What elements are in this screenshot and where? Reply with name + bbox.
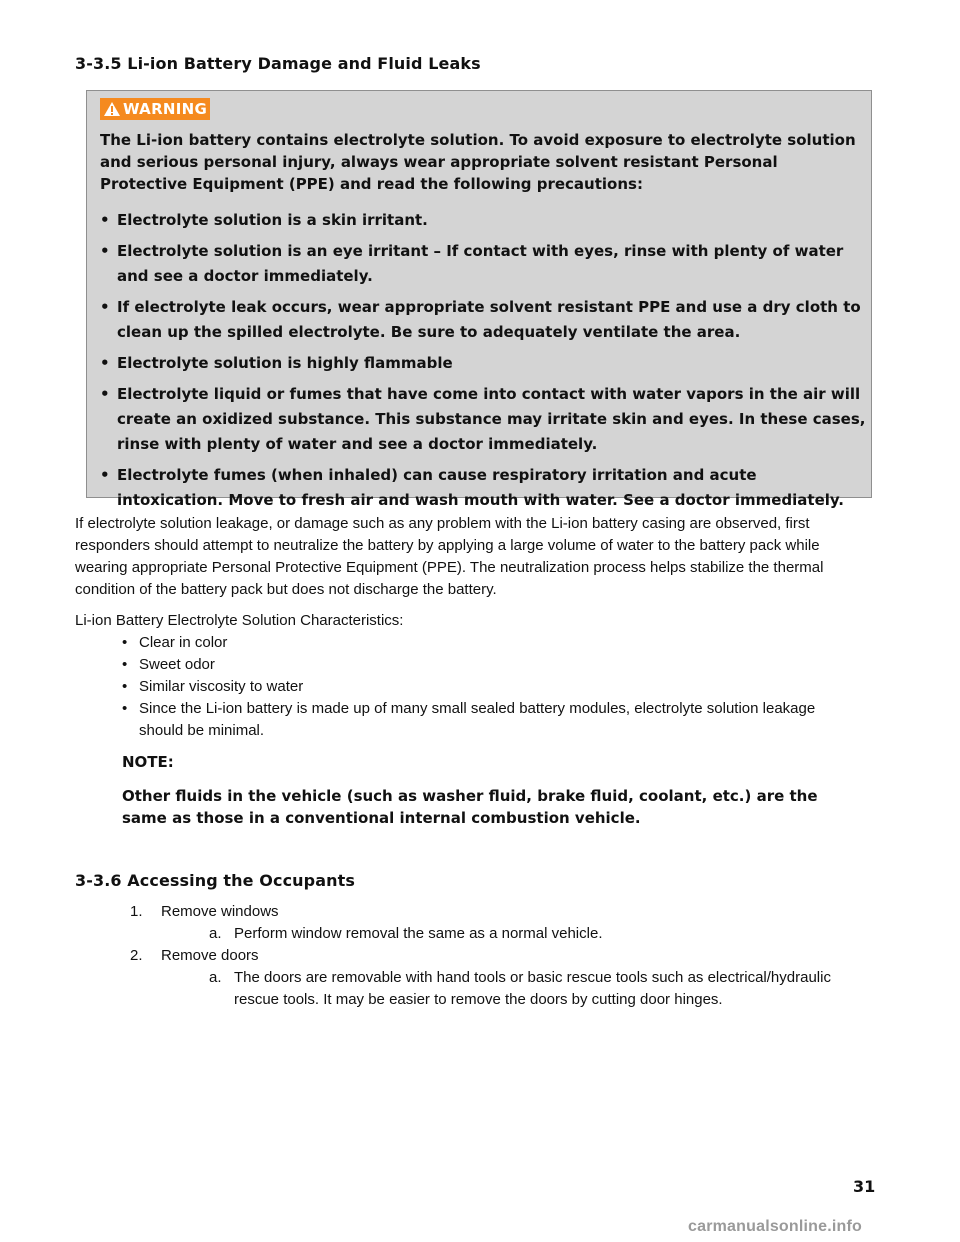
bullet: •	[100, 466, 110, 484]
substep-text: Perform window removal the same as a normal vehicle.	[234, 925, 603, 942]
characteristics-heading: Li-ion Battery Electrolyte Solution Characteristics:	[75, 612, 404, 629]
substeps-list	[161, 967, 880, 1011]
bullet: •	[100, 211, 110, 229]
bullet: •	[100, 298, 110, 316]
note-label: NOTE:	[122, 753, 174, 771]
step-text: Remove doors	[161, 947, 259, 964]
substep-text: The doors are removable with hand tools or basic rescue tools such as electrical/hydraulic rescue tools. It may be easier to remove the doors by cutting door hinges.	[234, 969, 831, 1008]
page-number: 31	[853, 1177, 876, 1196]
list-item: • Clear in color	[122, 632, 842, 654]
bullet: •	[100, 385, 110, 403]
warning-intro: The Li-ion battery contains electrolyte solution. To avoid exposure to electrolyte solution and serious personal injury, always wear appropriate solvent resistant Personal Protective Equipment (PPE) and read the following precautions:	[100, 131, 856, 193]
warning-triangle-icon	[103, 101, 121, 117]
step-item	[130, 901, 880, 945]
warning-badge	[100, 98, 210, 120]
warning-label: WARNING	[123, 100, 208, 118]
bullet: •	[122, 678, 128, 695]
bullet: •	[122, 634, 128, 651]
bullet: •	[100, 354, 110, 372]
step-number: 2.	[130, 947, 143, 964]
warning-item: • Electrolyte solution is a skin irritant.	[100, 208, 866, 233]
watermark: carmanualsonline.info	[688, 1218, 863, 1235]
characteristics-list	[122, 632, 842, 742]
step-number: 1.	[130, 903, 143, 920]
substep-item	[161, 923, 880, 945]
warning-item: • Electrolyte liquid or fumes that have come into contact with water vapors in the air will create an oxidized substance. This substance may irritate skin and eyes. In these cases, rinse with plenty of water and see a doctor immediately.	[100, 382, 866, 457]
list-item: • Since the Li-ion battery is made up of many small sealed battery modules, electrolyte solution leakage should be minimal.	[122, 700, 816, 739]
bullet: •	[122, 700, 128, 717]
warning-item: • Electrolyte solution is highly flammable	[100, 351, 866, 376]
warning-item: • If electrolyte leak occurs, wear appropriate solvent resistant PPE and use a dry cloth to clean up the spilled electrolyte. Be sure to adequately ventilate the area.	[100, 295, 866, 345]
section-title-battery-damage: 3-3.5 Li-ion Battery Damage and Fluid Leaks	[75, 54, 481, 73]
step-text: Remove windows	[161, 903, 279, 920]
steps-list	[130, 901, 880, 1011]
warning-box	[86, 90, 872, 509]
list-item: • Similar viscosity to water	[122, 676, 842, 698]
substeps-list	[161, 923, 880, 945]
neutralization-paragraph: If electrolyte solution leakage, or damage such as any problem with the Li-ion battery casing are observed, first responders should attempt to neutralize the battery by applying a large volume of water to the battery pack while wearing appropriate Personal Protective Equipment (PPE). The neutralization process helps stabilize the thermal condition of the battery pack but does not discharge the battery.	[75, 515, 824, 598]
substep-item	[161, 967, 880, 1011]
substep-letter: a.	[209, 969, 222, 986]
section-title-accessing-occupants: 3-3.6 Accessing the Occupants	[75, 871, 355, 890]
step-item	[130, 945, 880, 1011]
bullet: •	[100, 242, 110, 260]
warning-item: • Electrolyte fumes (when inhaled) can cause respiratory irritation and acute intoxication. Move to fresh air and wash mouth with water. See a doctor immediately.	[100, 463, 866, 513]
substep-letter: a.	[209, 925, 222, 942]
warning-list	[100, 208, 866, 519]
warning-item: • Electrolyte solution is an eye irritant – If contact with eyes, rinse with plenty of water and see a doctor immediately.	[100, 239, 866, 289]
bullet: •	[122, 656, 128, 673]
list-item: • Sweet odor	[122, 654, 842, 676]
note-text: Other fluids in the vehicle (such as washer fluid, brake fluid, coolant, etc.) are the same as those in a conventional internal combustion vehicle.	[122, 787, 818, 827]
